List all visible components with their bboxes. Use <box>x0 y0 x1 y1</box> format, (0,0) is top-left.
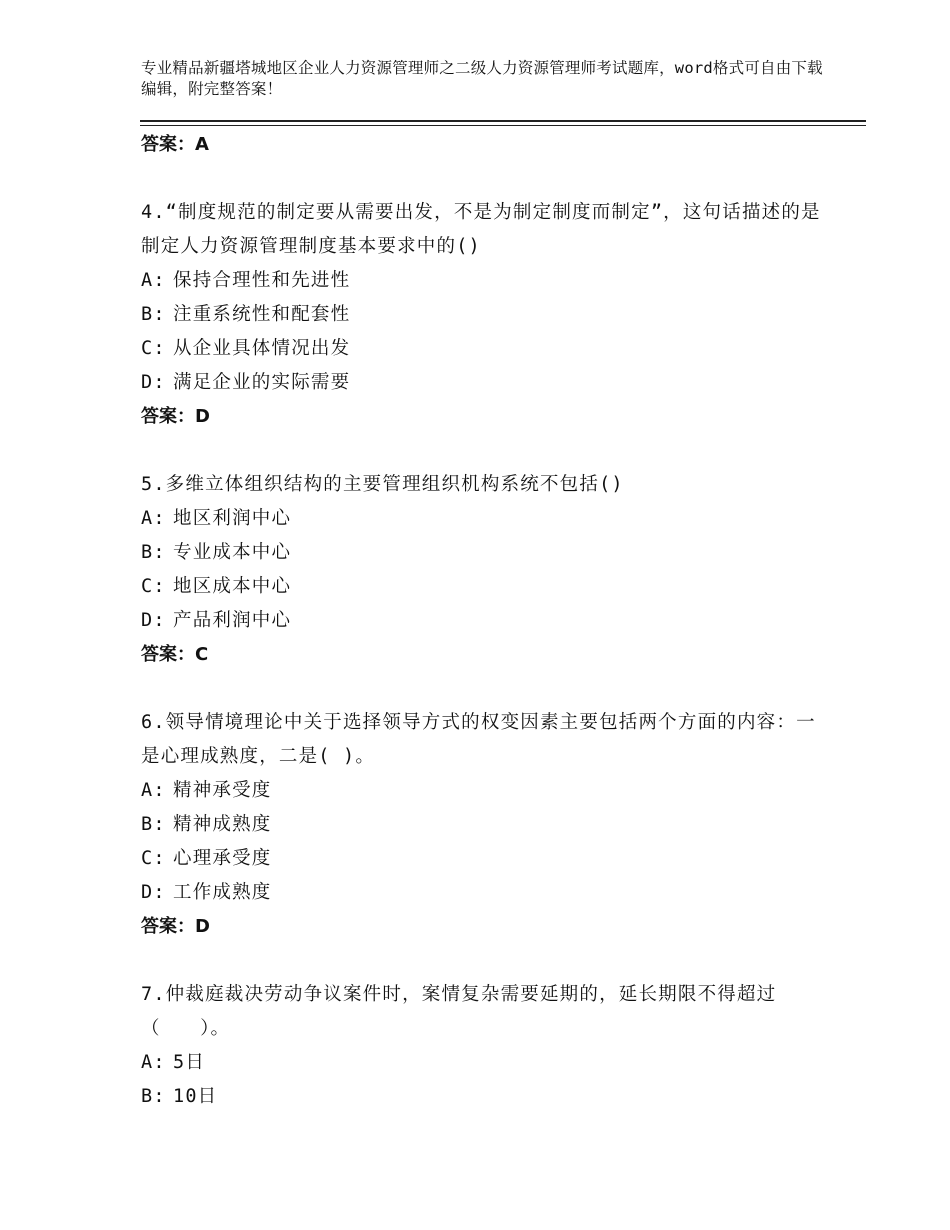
option-text: 从企业具体情况出发 <box>173 338 351 359</box>
option-text: 工作成熟度 <box>173 882 272 903</box>
question-stem: 4.“制度规范的制定要从需要出发，不是为制定制度而制定”，这句话描述的是制定人力资源管理制度基本要求中的() <box>141 202 821 257</box>
question-7 <box>141 978 831 1114</box>
header-divider <box>140 120 866 122</box>
option-a <box>141 1046 831 1080</box>
option-text: 5日 <box>173 1052 206 1073</box>
answer-label: 答案： <box>141 916 195 937</box>
option-text: 精神承受度 <box>173 780 272 801</box>
option-key: C: <box>141 338 166 359</box>
option-a <box>141 774 831 808</box>
option-b <box>141 536 831 570</box>
option-b <box>141 808 831 842</box>
option-d <box>141 876 831 910</box>
option-text: 专业成本中心 <box>173 542 292 563</box>
answer-label: 答案： <box>141 406 195 427</box>
question-stem: 7.仲裁庭裁决劳动争议案件时，案情复杂需要延期的，延长期限不得超过（ ）。 <box>141 984 777 1039</box>
option-key: C: <box>141 848 166 869</box>
option-key: D: <box>141 610 166 631</box>
option-key: A: <box>141 508 166 529</box>
document-title: 专业精品新疆塔城地区企业人力资源管理师之二级人力资源管理师考试题库，word格式可自由下载编辑，附完整答案！ <box>141 59 823 98</box>
option-text: 注重系统性和配套性 <box>173 304 351 325</box>
option-b <box>141 298 831 332</box>
answer-line <box>141 638 831 672</box>
option-a <box>141 264 831 298</box>
option-text: 产品利润中心 <box>173 610 292 631</box>
document-header <box>141 58 831 100</box>
answer-line <box>141 910 831 944</box>
answer-value: D <box>195 406 210 427</box>
option-c <box>141 332 831 366</box>
option-text: 地区成本中心 <box>173 576 292 597</box>
question-5 <box>141 468 831 672</box>
option-key: B: <box>141 814 166 835</box>
question-list <box>141 128 831 1114</box>
answer-value: D <box>195 916 210 937</box>
option-text: 保持合理性和先进性 <box>173 270 351 291</box>
answer-label: 答案： <box>141 644 195 665</box>
option-d <box>141 604 831 638</box>
option-d <box>141 366 831 400</box>
answer-label: 答案： <box>141 134 195 155</box>
answer-value: C <box>195 644 209 665</box>
option-text: 满足企业的实际需要 <box>173 372 351 393</box>
option-a <box>141 502 831 536</box>
question-4 <box>141 196 831 434</box>
option-text: 10日 <box>173 1086 218 1107</box>
answer-line <box>141 128 831 162</box>
option-text: 地区利润中心 <box>173 508 292 529</box>
answer-value: A <box>195 134 209 155</box>
answer-line <box>141 400 831 434</box>
option-key: C: <box>141 576 166 597</box>
question-6 <box>141 706 831 944</box>
option-key: B: <box>141 304 166 325</box>
option-key: B: <box>141 1086 166 1107</box>
option-key: D: <box>141 882 166 903</box>
option-key: A: <box>141 270 166 291</box>
option-text: 精神成熟度 <box>173 814 272 835</box>
option-key: B: <box>141 542 166 563</box>
option-text: 心理承受度 <box>173 848 272 869</box>
option-key: A: <box>141 780 166 801</box>
option-c <box>141 842 831 876</box>
option-key: D: <box>141 372 166 393</box>
header-divider-thin <box>140 125 866 126</box>
question-stem: 5.多维立体组织结构的主要管理组织机构系统不包括() <box>141 474 624 495</box>
question-stem: 6.领导情境理论中关于选择领导方式的权变因素主要包括两个方面的内容：一是心理成熟度，二是( )。 <box>141 712 816 767</box>
option-c <box>141 570 831 604</box>
option-b <box>141 1080 831 1114</box>
option-key: A: <box>141 1052 166 1073</box>
